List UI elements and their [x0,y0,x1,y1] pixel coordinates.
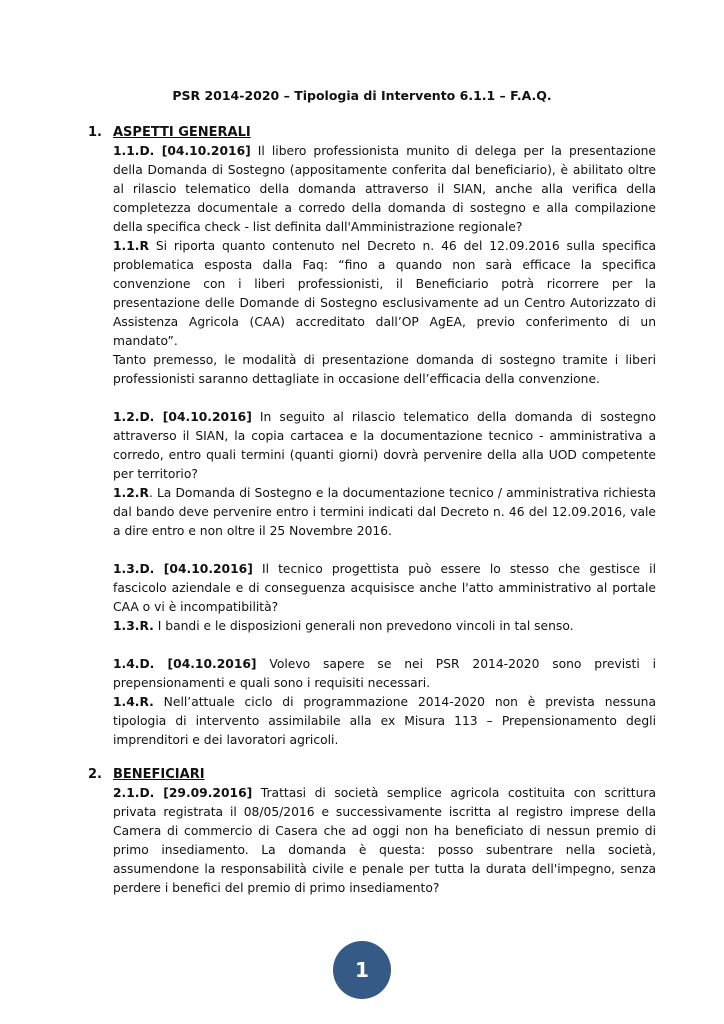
answer-text: . La Domanda di Sostegno e la documentazione tecnico / amministrativa richiesta dal bando deve pervenire entro i termini indicati dal Decreto n. 46 del 12.09.2016, vale a dire entro e non oltre il 25 Novembre 2016. [113,486,656,538]
section-number: 1. [88,125,102,140]
section-number: 2. [88,767,102,782]
document-title: PSR 2014-2020 – Tipologia di Intervento 6.1.1 – F.A.Q. [172,88,552,103]
faq-question [113,142,656,237]
faq-question [113,560,656,617]
section-heading [88,765,656,784]
faq-answer [113,693,656,750]
question-id: 2.1.D. [29.09.2016] [113,786,253,800]
section-title: ASPETTI GENERALI [113,125,251,140]
answer-text: I bandi e le disposizioni generali non prevedono vincoli in tal senso. [153,619,574,633]
question-text: Il libero professionista munito di delega per la presentazione della Domanda di Sostegno (appositamente conferita dal beneficiario), è abilitato oltre al rilascio telematico della domanda attraverso il SIAN, anche alla verifica della completezza documentale a corredo della domanda di sostegno e alla compilazione della specifica check - list definita dall'Amministrazione regionale? [113,144,656,234]
faq-answer-extra: Tanto premesso, le modalità di presentazione domanda di sostegno tramite i liberi professionisti saranno dettagliate in occasione dell’efficacia della convenzione. [113,353,656,386]
section-aspetti-generali [88,123,656,750]
question-id: 1.2.D. [04.10.2016] [113,410,252,424]
answer-id: 1.2.R [113,486,149,500]
faq-answer [113,237,656,351]
section-beneficiari [88,765,656,898]
faq-question [113,408,656,484]
question-id: 1.3.D. [04.10.2016] [113,562,253,576]
answer-id: 1.3.R. [113,619,154,633]
faq-answer [113,617,656,636]
faq-question [113,655,656,693]
question-text: Il tecnico progettista può essere lo stesso che gestisce il fascicolo aziendale e di conseguenza acquisisce anche l'atto amministrativo al portale CAA o vi è incompatibilità? [113,562,656,614]
page-number-badge: 1 [333,941,391,999]
faq-answer [113,484,656,541]
question-id: 1.4.D. [04.10.2016] [113,657,257,671]
question-text: Volevo sapere se nei PSR 2014-2020 sono previsti i prepensionamenti e quali sono i requisiti necessari. [113,657,656,690]
answer-id: 1.4.R. [113,695,154,709]
section-heading [88,123,656,142]
question-text: In seguito al rilascio telematico della domanda di sostegno attraverso il SIAN, la copia cartacea e la documentazione tecnico - amministrativa a corredo, entro quali termini (quanti giorni) dovrà pervenire della alla UOD competente per territorio? [113,410,656,481]
faq-question [113,784,656,898]
answer-text: Si riporta quanto contenuto nel Decreto n. 46 del 12.09.2016 sulla specifica problematica esposta dalla Faq: “fino a quando non sarà efficace la specifica convenzione con i liberi professionisti, il Beneficiario potrà ricorrere per la presentazione delle Domande di Sostegno esclusivamente ad un Centro Autorizzato di Assistenza Agricola (CAA) accreditato dall’OP AgEA, previo conferimento di un mandato”. [113,239,656,348]
question-text: Trattasi di società semplice agricola costituita con scrittura privata registrata il 08/05/2016 e successivamente iscritta al registro imprese della Camera di commercio di Casera che ad oggi non ha beneficiato di nessun premio di primo insediamento. La domanda è questa: posso subentrare nella società, assumendone la responsabilità civile e penale per tutta la durata dell'impegno, senza perdere i benefici del premio di primo insediamento? [113,786,656,895]
section-title: BENEFICIARI [113,767,205,782]
answer-text: Nell’attuale ciclo di programmazione 2014-2020 non è prevista nessuna tipologia di intervento assimilabile alla ex Misura 113 – Prepensionamento degli imprenditori e dei lavoratori agricoli. [113,695,656,747]
question-id: 1.1.D. [04.10.2016] [113,144,251,158]
answer-id: 1.1.R [113,239,149,253]
